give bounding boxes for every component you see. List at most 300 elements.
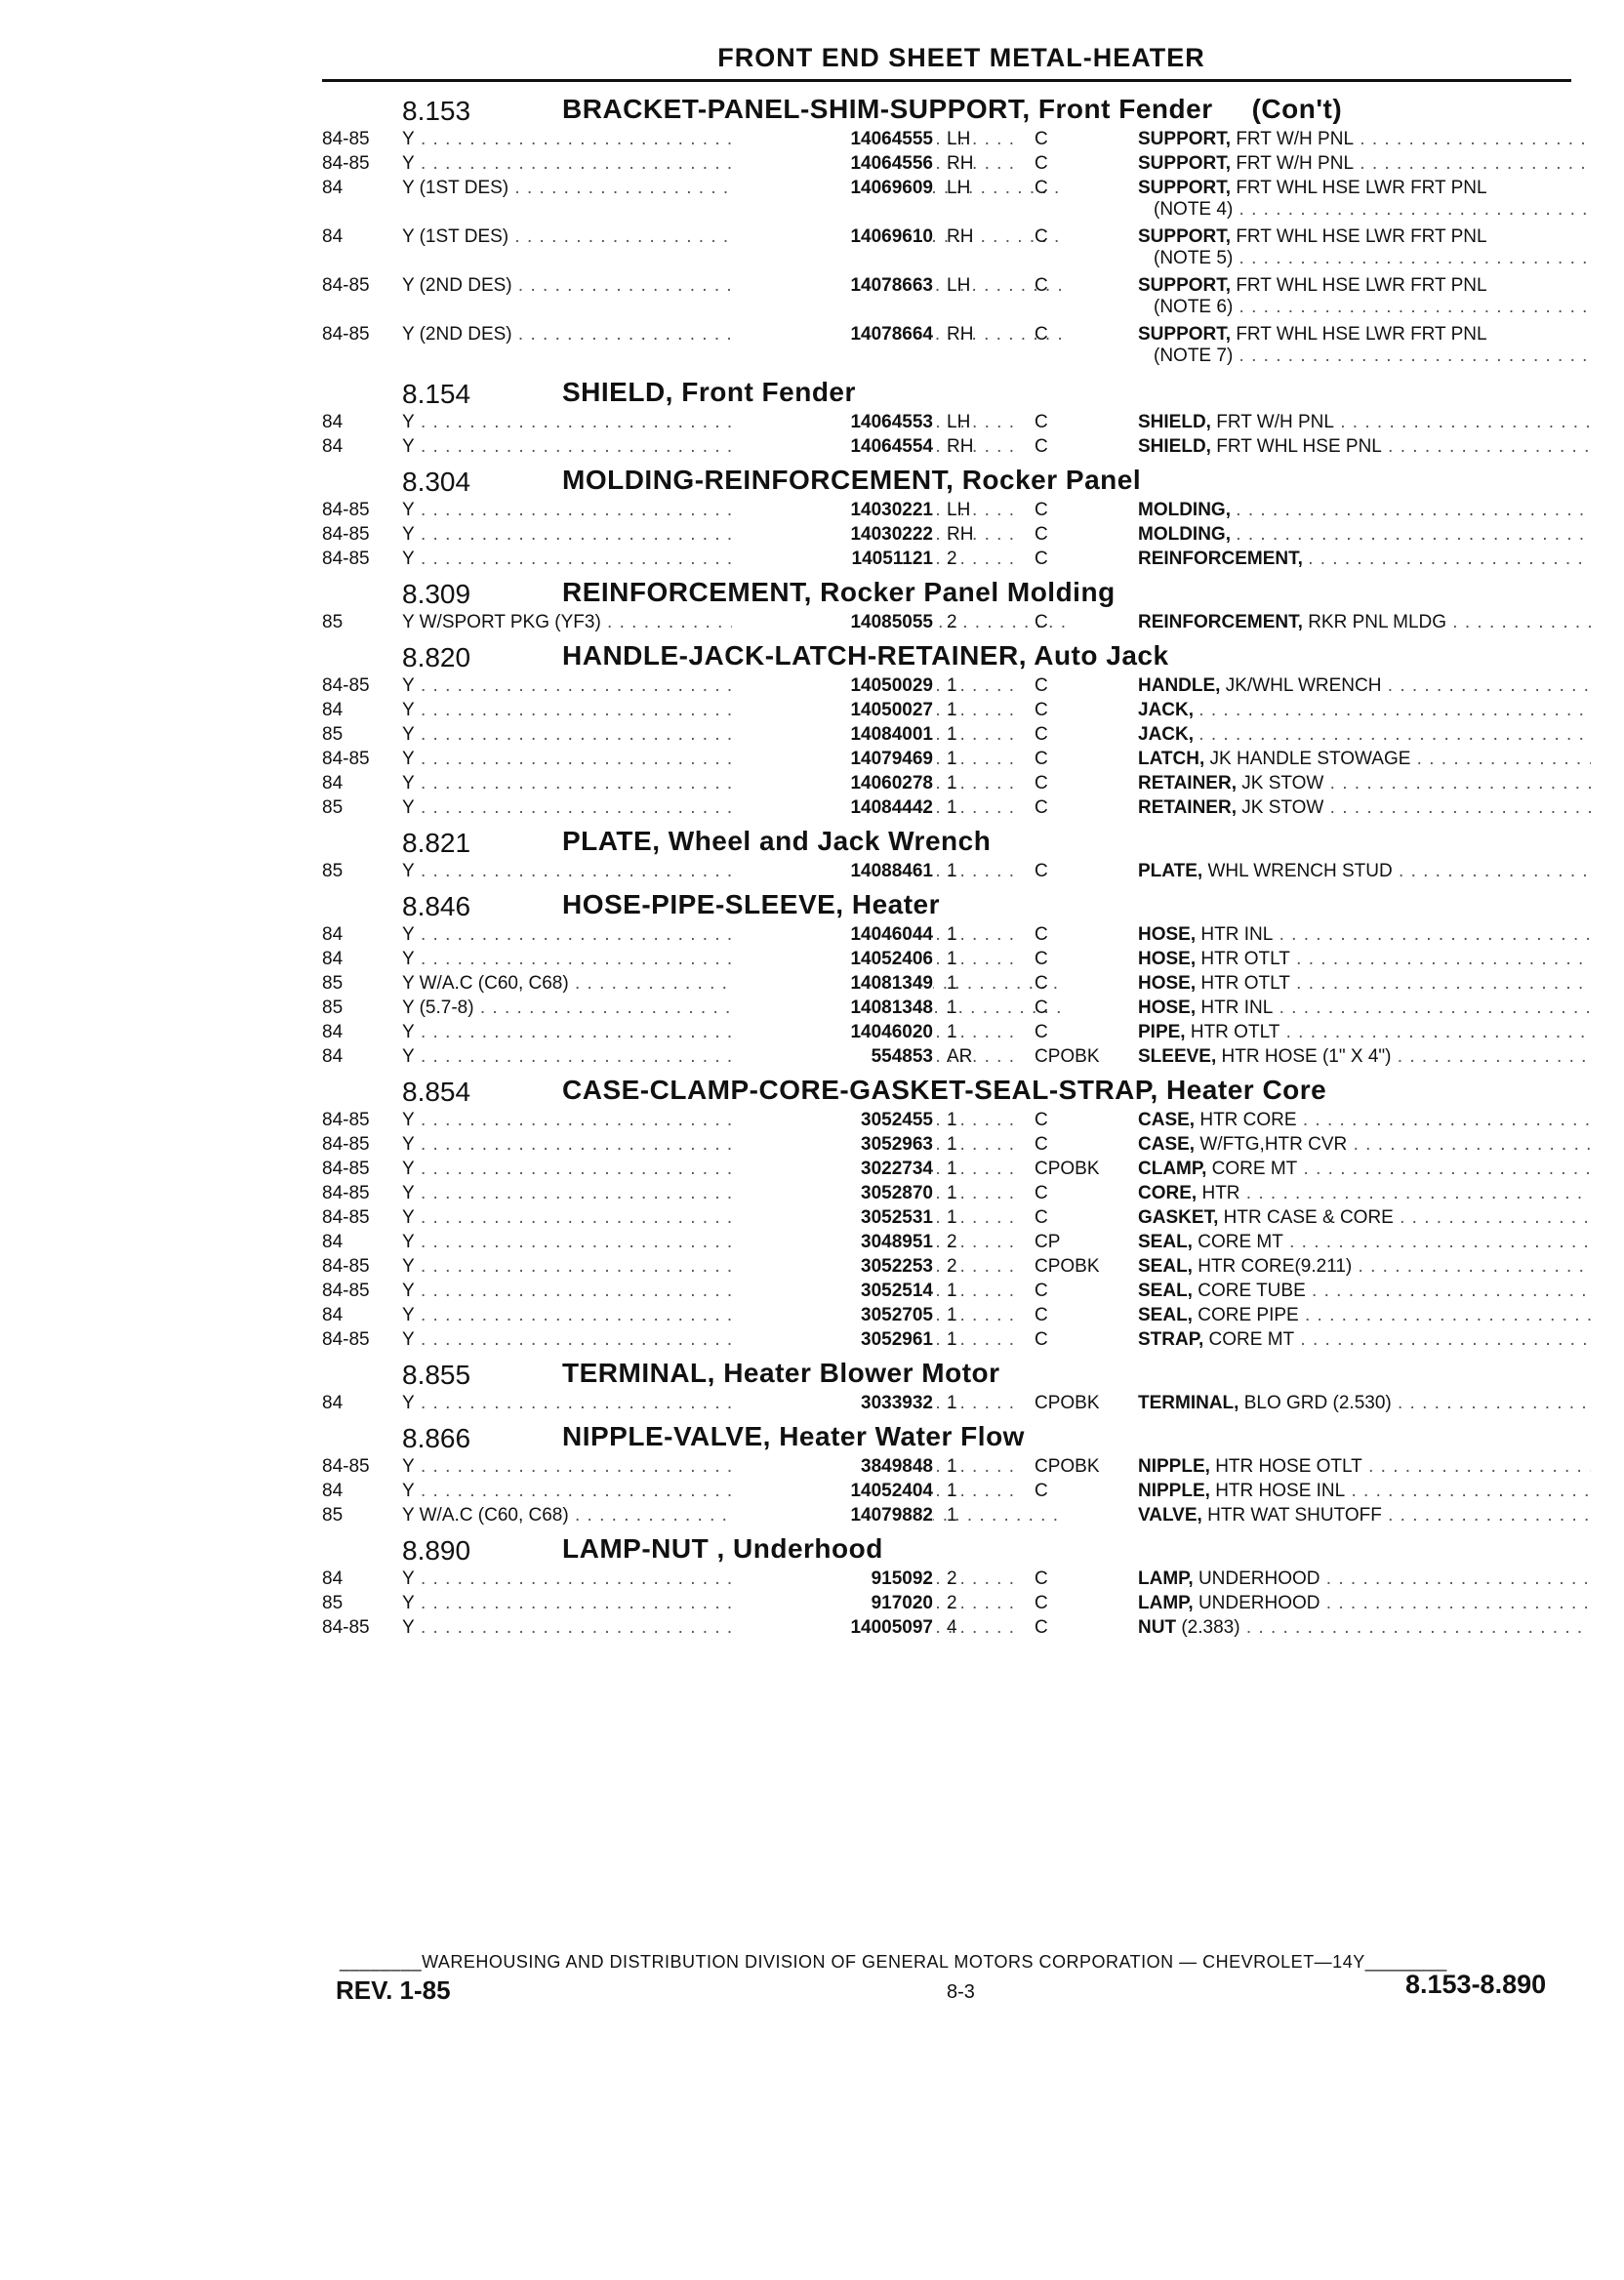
part-name-noun: JACK,	[1138, 724, 1195, 745]
section-8-866	[322, 1417, 1591, 1529]
section-title	[562, 1075, 1326, 1106]
part-row	[322, 1456, 1591, 1481]
model-year: 85	[322, 861, 344, 881]
quantity: 1	[947, 1110, 957, 1130]
application-desc: Y . . .	[402, 675, 1066, 697]
source-code: C	[1035, 1617, 1048, 1638]
source-code: C	[1035, 1022, 1048, 1042]
part-name	[1138, 749, 1591, 770]
part-number: 14046020	[732, 1022, 933, 1043]
application-desc: Y . . .	[402, 1110, 1066, 1131]
part-row	[322, 675, 1591, 700]
quantity: 1	[947, 1183, 957, 1203]
quantity: 1	[947, 1281, 957, 1301]
part-name-detail: HTR OTLT	[1200, 973, 1290, 994]
part-name-noun: MOLDING,	[1138, 524, 1231, 545]
model-year: 84	[322, 1046, 344, 1067]
part-name-detail: CORE MT	[1211, 1159, 1298, 1179]
part-row	[322, 1207, 1591, 1232]
application-desc: Y . . .	[402, 129, 1066, 150]
part-row	[322, 1046, 1591, 1071]
part-name-noun: TERMINAL,	[1138, 1393, 1239, 1413]
part-name-detail: HTR CORE	[1199, 1110, 1297, 1130]
quantity: 1	[947, 998, 957, 1018]
model-year: 84-85	[322, 1110, 370, 1130]
part-name-detail: CORE PIPE	[1198, 1305, 1299, 1325]
source-code: C	[1035, 724, 1048, 745]
section-title	[562, 826, 991, 857]
section-number: 8.855	[402, 1360, 471, 1390]
part-name	[1138, 1022, 1591, 1043]
section-8-304	[322, 461, 1591, 573]
part-name-detail: FRT WHL HSE PNL	[1216, 436, 1382, 457]
leader-dots	[1233, 248, 1591, 268]
part-row	[322, 1393, 1591, 1417]
part-name	[1138, 1481, 1591, 1502]
leader-dots	[1323, 773, 1591, 794]
part-name	[1138, 226, 1591, 269]
part-name-detail: W/FTG,HTR CVR	[1199, 1134, 1348, 1155]
application-desc: Y . . .	[402, 436, 1066, 458]
part-number: 14084001	[732, 724, 933, 746]
source-code: CPOBK	[1035, 1256, 1100, 1277]
part-row	[322, 1329, 1591, 1354]
part-name-detail: HTR HOSE (1" X 4")	[1221, 1046, 1392, 1067]
part-name	[1138, 549, 1591, 570]
model-year: 84-85	[322, 675, 370, 696]
quantity: 1	[947, 1134, 957, 1155]
part-number: 14064555	[732, 129, 933, 150]
section-title-text: HOSE-PIPE-SLEEVE, Heater	[562, 889, 941, 919]
part-row	[322, 324, 1591, 373]
quantity: LH	[947, 412, 971, 432]
model-year: 84-85	[322, 153, 370, 174]
source-code: C	[1035, 1305, 1048, 1325]
part-number: 14052406	[732, 949, 933, 970]
part-note: (NOTE 4) . . .	[1138, 199, 1591, 221]
leader-dots	[1354, 153, 1591, 174]
part-name-noun: SEAL,	[1138, 1281, 1193, 1301]
footer-section-range: 8.153-8.890	[1405, 1970, 1547, 1999]
quantity: 1	[947, 1329, 957, 1350]
model-year: 84-85	[322, 1134, 370, 1155]
quantity: 1	[947, 1159, 957, 1179]
section-8-309	[322, 573, 1591, 636]
part-row	[322, 1134, 1591, 1159]
part-number: 14078663	[732, 275, 933, 297]
application-desc: Y . . .	[402, 1046, 1066, 1068]
section-title	[562, 577, 1116, 608]
part-name-noun: NIPPLE,	[1138, 1481, 1210, 1501]
application-desc: Y (1ST DES) . . .	[402, 226, 1066, 248]
part-name	[1138, 700, 1591, 721]
part-row	[322, 797, 1591, 822]
leader-dots	[1306, 1281, 1591, 1301]
part-name-noun: NUT	[1138, 1617, 1177, 1638]
application-desc: Y (2ND DES) . . .	[402, 324, 1066, 346]
quantity: 1	[947, 949, 957, 969]
part-name-noun: SEAL,	[1138, 1305, 1193, 1325]
model-year: 84-85	[322, 1456, 370, 1477]
section-header	[322, 1071, 1591, 1110]
section-number: 8.154	[402, 379, 471, 409]
source-code: C	[1035, 436, 1048, 457]
part-row	[322, 1505, 1591, 1529]
part-name-noun: HOSE,	[1138, 949, 1197, 969]
part-name	[1138, 1159, 1591, 1180]
application-desc: Y . . .	[402, 1393, 1066, 1414]
part-number: 14060278	[732, 773, 933, 794]
part-name	[1138, 998, 1591, 1019]
part-name-noun: SHIELD,	[1138, 412, 1211, 432]
part-note: (NOTE 6) . . .	[1138, 297, 1591, 318]
leader-dots	[1233, 346, 1591, 366]
part-name	[1138, 1505, 1591, 1527]
model-year: 84	[322, 1568, 344, 1589]
leader-dots	[1294, 1329, 1591, 1350]
part-name-detail: FRT WHL HSE LWR FRT PNL	[1236, 226, 1487, 247]
part-name	[1138, 129, 1591, 150]
application-desc: Y . . .	[402, 924, 1066, 946]
model-year: 84-85	[322, 275, 370, 296]
application-desc: Y . . .	[402, 749, 1066, 770]
source-code: C	[1035, 412, 1048, 432]
source-code: C	[1035, 675, 1048, 696]
leader-dots	[1392, 1393, 1591, 1413]
part-name-noun: CASE,	[1138, 1134, 1196, 1155]
part-name-noun: CORE,	[1138, 1183, 1198, 1203]
part-row	[322, 500, 1591, 524]
application-desc: Y . . .	[402, 724, 1066, 746]
part-name-noun: SUPPORT,	[1138, 275, 1232, 296]
part-name	[1138, 1393, 1591, 1414]
part-row	[322, 1481, 1591, 1505]
part-name	[1138, 324, 1591, 367]
model-year: 84	[322, 924, 344, 945]
part-row	[322, 178, 1591, 226]
model-year: 85	[322, 1593, 344, 1613]
source-code: C	[1035, 998, 1048, 1018]
part-name-detail: HTR	[1201, 1183, 1240, 1203]
quantity: LH	[947, 275, 971, 296]
application-desc: Y . . .	[402, 524, 1066, 546]
part-name	[1138, 1207, 1591, 1229]
part-row	[322, 549, 1591, 573]
quantity: LH	[947, 129, 971, 149]
part-name	[1138, 436, 1591, 458]
model-year: 84	[322, 412, 344, 432]
part-name	[1138, 1329, 1591, 1351]
part-name-detail: HTR OTLT	[1190, 1022, 1280, 1042]
leader-dots	[1283, 1232, 1591, 1252]
application-desc: Y . . .	[402, 1481, 1066, 1502]
section-8-820	[322, 636, 1591, 822]
model-year: 84-85	[322, 749, 370, 769]
part-name-detail: FRT W/H PNL	[1216, 412, 1334, 432]
model-year: 84-85	[322, 1329, 370, 1350]
source-code: C	[1035, 1207, 1048, 1228]
quantity: LH	[947, 500, 971, 520]
part-name	[1138, 412, 1591, 433]
part-name-detail: JK/WHL WRENCH	[1225, 675, 1382, 696]
part-name-detail: WHL WRENCH STUD	[1207, 861, 1393, 881]
model-year: 85	[322, 797, 344, 818]
leader-dots	[1236, 524, 1591, 545]
source-code: C	[1035, 861, 1048, 881]
part-name-noun: SUPPORT,	[1138, 129, 1232, 149]
quantity: 1	[947, 973, 957, 994]
part-note: (NOTE 7) . . .	[1138, 346, 1591, 367]
part-number: 3052531	[732, 1207, 933, 1229]
source-code: CP	[1035, 1232, 1061, 1252]
section-number: 8.846	[402, 891, 471, 921]
leader-dots	[1334, 412, 1591, 432]
part-name-noun: REINFORCEMENT,	[1138, 549, 1303, 569]
part-name-detail: FRT WHL HSE LWR FRT PNL	[1236, 178, 1487, 198]
application-desc: Y . . .	[402, 797, 1066, 819]
part-number: 3052455	[732, 1110, 933, 1131]
section-title	[562, 1421, 1025, 1452]
part-number: 14081348	[732, 998, 933, 1019]
leader-dots	[1381, 675, 1591, 696]
part-name-noun: HANDLE,	[1138, 675, 1221, 696]
section-title-text: TERMINAL, Heater Blower Motor	[562, 1358, 1000, 1388]
part-name-noun: STRAP,	[1138, 1329, 1204, 1350]
model-year: 84	[322, 949, 344, 969]
part-row	[322, 275, 1591, 324]
model-year: 84-85	[322, 129, 370, 149]
leader-dots	[1392, 1046, 1592, 1067]
section-8-854	[322, 1071, 1591, 1354]
part-number: 14079882	[732, 1505, 933, 1527]
section-number: 8.821	[402, 828, 471, 858]
part-name	[1138, 724, 1591, 746]
application-desc: Y (2ND DES) . . .	[402, 275, 1066, 297]
application-desc: Y (5.7-8) . . .	[402, 998, 1066, 1019]
part-name-detail: CORE TUBE	[1198, 1281, 1306, 1301]
leader-dots	[1290, 973, 1591, 994]
part-row	[322, 949, 1591, 973]
part-name	[1138, 675, 1591, 697]
part-number: 3849848	[732, 1456, 933, 1478]
model-year: 84	[322, 1232, 344, 1252]
part-number: 14051121	[732, 549, 933, 570]
part-name	[1138, 1046, 1591, 1068]
part-number: 3052961	[732, 1329, 933, 1351]
source-code: CPOBK	[1035, 1456, 1100, 1477]
leader-dots	[1290, 949, 1591, 969]
section-8-153	[322, 90, 1591, 373]
part-row	[322, 700, 1591, 724]
application-desc: Y . . .	[402, 1207, 1066, 1229]
leader-dots	[1297, 1159, 1591, 1179]
source-code: C	[1035, 1110, 1048, 1130]
part-row	[322, 773, 1591, 797]
part-name-detail: JK HANDLE STOWAGE	[1209, 749, 1411, 769]
part-name-detail: JK STOW	[1241, 773, 1324, 794]
source-code: C	[1035, 153, 1048, 174]
leader-dots	[1393, 861, 1591, 881]
part-number: 14064553	[732, 412, 933, 433]
quantity: 1	[947, 861, 957, 881]
part-name-detail: FRT WHL HSE LWR FRT PNL	[1236, 324, 1487, 345]
source-code: C	[1035, 1281, 1048, 1301]
part-name-noun: CLAMP,	[1138, 1159, 1207, 1179]
model-year: 84-85	[322, 1256, 370, 1277]
part-name	[1138, 1568, 1591, 1590]
section-title	[562, 889, 940, 920]
header-rule	[322, 79, 1571, 82]
quantity: RH	[947, 153, 974, 174]
part-name-noun: VALVE,	[1138, 1505, 1202, 1526]
part-row	[322, 1617, 1591, 1642]
application-desc: Y W/SPORT PKG (YF3) . . .	[402, 612, 1066, 633]
quantity: 1	[947, 773, 957, 794]
quantity: 1	[947, 797, 957, 818]
leader-dots	[1279, 1022, 1591, 1042]
part-number: 14050027	[732, 700, 933, 721]
application-desc: Y . . .	[402, 549, 1066, 570]
model-year: 84-85	[322, 1183, 370, 1203]
section-title-text: BRACKET-PANEL-SHIM-SUPPORT, Front Fender	[562, 94, 1213, 124]
model-year: 84-85	[322, 1281, 370, 1301]
footer-page-number: 8-3	[947, 1981, 975, 2003]
leader-dots	[1198, 724, 1591, 745]
source-code: C	[1035, 275, 1048, 296]
source-code: C	[1035, 1593, 1048, 1613]
part-name-noun: SUPPORT,	[1138, 178, 1232, 198]
part-row	[322, 724, 1591, 749]
model-year: 84	[322, 1393, 344, 1413]
part-number: 14030222	[732, 524, 933, 546]
model-year: 85	[322, 612, 344, 632]
section-number: 8.304	[402, 467, 471, 497]
part-number: 14050029	[732, 675, 933, 697]
quantity: 1	[947, 1456, 957, 1477]
section-title-text: REINFORCEMENT, Rocker Panel Molding	[562, 577, 1116, 607]
application-desc: Y W/A.C (C60, C68) . . .	[402, 973, 1066, 995]
section-title-text: NIPPLE-VALVE, Heater Water Flow	[562, 1421, 1025, 1451]
leader-dots	[1345, 1481, 1591, 1501]
leader-dots	[1240, 1617, 1591, 1638]
part-number: 3022734	[732, 1159, 933, 1180]
section-8-846	[322, 885, 1591, 1071]
part-name-detail: HTR WAT SHUTOFF	[1207, 1505, 1382, 1526]
part-number: 3052870	[732, 1183, 933, 1204]
part-number: 14084442	[732, 797, 933, 819]
part-number: 14064554	[732, 436, 933, 458]
model-year: 84	[322, 700, 344, 720]
part-number: 3048951	[732, 1232, 933, 1253]
quantity: 2	[947, 549, 957, 569]
part-name-noun: SUPPORT,	[1138, 324, 1232, 345]
model-year: 84	[322, 226, 344, 247]
application-desc: Y . . .	[402, 1256, 1066, 1278]
quantity: 2	[947, 612, 957, 632]
part-name-detail: RKR PNL MLDG	[1308, 612, 1447, 632]
part-name-detail: HTR HOSE OTLT	[1215, 1456, 1362, 1477]
source-code: C	[1035, 549, 1048, 569]
part-number: 3052253	[732, 1256, 933, 1278]
part-name-noun: SEAL,	[1138, 1232, 1193, 1252]
part-number: 14085055	[732, 612, 933, 633]
section-number: 8.153	[402, 96, 471, 126]
part-number: 3033932	[732, 1393, 933, 1414]
application-desc: Y . . .	[402, 1456, 1066, 1478]
source-code: C	[1035, 1329, 1048, 1350]
part-number: 14079469	[732, 749, 933, 770]
part-name-noun: LAMP,	[1138, 1593, 1194, 1613]
part-name-noun: HOSE,	[1138, 973, 1197, 994]
leader-dots	[1240, 1183, 1591, 1203]
section-header	[322, 373, 1591, 412]
quantity: 2	[947, 1232, 957, 1252]
part-number: 14078664	[732, 324, 933, 346]
part-name-noun: HOSE,	[1138, 924, 1197, 945]
quantity: 1	[947, 749, 957, 769]
application-desc: Y . . .	[402, 412, 1066, 433]
part-number: 14064556	[732, 153, 933, 175]
section-continued: (Con't)	[1251, 94, 1343, 124]
quantity: 4	[947, 1617, 957, 1638]
part-name-detail: UNDERHOOD	[1198, 1568, 1320, 1589]
part-name	[1138, 500, 1591, 521]
quantity: 1	[947, 1481, 957, 1501]
section-title	[562, 94, 1342, 125]
footer-org-text: WAREHOUSING AND DISTRIBUTION DIVISION OF GENERAL MOTORS CORPORATION — CHEVROLET—14Y	[422, 1952, 1365, 1972]
section-header	[322, 636, 1591, 675]
section-title-text: PLATE, Wheel and Jack Wrench	[562, 826, 992, 856]
part-name-noun: RETAINER,	[1138, 773, 1237, 794]
model-year: 84	[322, 1481, 344, 1501]
part-number: 14052404	[732, 1481, 933, 1502]
part-number: 14081349	[732, 973, 933, 995]
application-desc: Y . . .	[402, 1232, 1066, 1253]
quantity: RH	[947, 436, 974, 457]
part-name-detail: UNDERHOOD	[1198, 1593, 1320, 1613]
part-name-noun: MOLDING,	[1138, 500, 1231, 520]
part-number: 3052514	[732, 1281, 933, 1302]
part-row	[322, 436, 1591, 461]
part-name	[1138, 1256, 1591, 1278]
application-desc: Y . . .	[402, 861, 1066, 882]
part-row	[322, 524, 1591, 549]
application-desc: Y . . .	[402, 1281, 1066, 1302]
section-header	[322, 1354, 1591, 1393]
quantity: RH	[947, 524, 974, 545]
part-name-noun: PIPE,	[1138, 1022, 1186, 1042]
source-code: C	[1035, 700, 1048, 720]
part-name-detail: HTR CASE & CORE	[1223, 1207, 1394, 1228]
leader-dots	[1299, 1305, 1591, 1325]
application-desc: Y . . .	[402, 1329, 1066, 1351]
part-name-noun: RETAINER,	[1138, 797, 1237, 818]
part-note: (NOTE 5) . . .	[1138, 248, 1591, 269]
part-row	[322, 1183, 1591, 1207]
parts-list	[322, 90, 1591, 1642]
quantity: 1	[947, 1505, 957, 1526]
page-title: FRONT END SHEET METAL-HEATER	[717, 43, 1205, 72]
part-row	[322, 749, 1591, 773]
part-name-detail: HTR INL	[1200, 998, 1274, 1018]
source-code: C	[1035, 612, 1048, 632]
application-desc: Y . . .	[402, 1568, 1066, 1590]
model-year: 84-85	[322, 1207, 370, 1228]
section-header	[322, 90, 1591, 129]
quantity: 2	[947, 1593, 957, 1613]
part-name	[1138, 797, 1591, 819]
leader-dots	[1352, 1256, 1591, 1277]
